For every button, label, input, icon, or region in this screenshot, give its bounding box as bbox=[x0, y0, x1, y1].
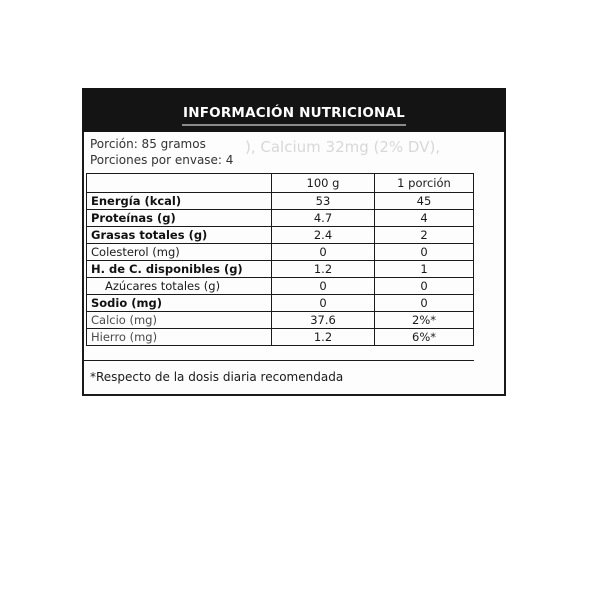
nutrient-name: H. de C. disponibles (g) bbox=[87, 261, 272, 278]
portion-size: Porción: 85 gramos bbox=[90, 137, 206, 151]
nutrient-name: Azúcares totales (g) bbox=[87, 278, 272, 295]
nutrient-name: Proteínas (g) bbox=[87, 210, 272, 227]
value-per-portion: 0 bbox=[375, 295, 474, 312]
value-per-portion: 2%* bbox=[375, 312, 474, 329]
background-bleed-text: ), Calcium 32mg (2% DV), bbox=[245, 138, 441, 156]
nutrient-name: Sodio (mg) bbox=[87, 295, 272, 312]
value-per-portion: 45 bbox=[375, 193, 474, 210]
table-row bbox=[87, 295, 474, 312]
value-per-portion: 4 bbox=[375, 210, 474, 227]
nutrition-title: INFORMACIÓN NUTRICIONAL bbox=[183, 105, 405, 121]
table-row bbox=[87, 193, 474, 210]
value-per-portion: 1 bbox=[375, 261, 474, 278]
table-row bbox=[87, 312, 474, 329]
table-row bbox=[87, 329, 474, 346]
value-per-100g: 0 bbox=[272, 295, 375, 312]
nutrition-header bbox=[82, 88, 506, 132]
table-row bbox=[87, 278, 474, 295]
nutrient-name: Colesterol (mg) bbox=[87, 244, 272, 261]
table-row bbox=[87, 244, 474, 261]
header-nutrient bbox=[87, 174, 272, 193]
table-row bbox=[87, 210, 474, 227]
footnote-divider bbox=[82, 360, 474, 361]
header-per-100g: 100 g bbox=[272, 174, 375, 193]
table-row bbox=[87, 227, 474, 244]
value-per-portion: 6%* bbox=[375, 329, 474, 346]
title-underline bbox=[182, 124, 406, 126]
value-per-100g: 1.2 bbox=[272, 329, 375, 346]
footnote: *Respecto de la dosis diaria recomendada bbox=[90, 370, 344, 384]
nutrient-name: Calcio (mg) bbox=[87, 312, 272, 329]
value-per-portion: 2 bbox=[375, 227, 474, 244]
value-per-100g: 4.7 bbox=[272, 210, 375, 227]
nutrient-name: Grasas totales (g) bbox=[87, 227, 272, 244]
value-per-100g: 1.2 bbox=[272, 261, 375, 278]
value-per-100g: 0 bbox=[272, 244, 375, 261]
value-per-portion: 0 bbox=[375, 244, 474, 261]
value-per-100g: 2.4 bbox=[272, 227, 375, 244]
value-per-100g: 0 bbox=[272, 278, 375, 295]
value-per-100g: 37.6 bbox=[272, 312, 375, 329]
nutrient-name: Hierro (mg) bbox=[87, 329, 272, 346]
header-per-portion: 1 porción bbox=[375, 174, 474, 193]
value-per-100g: 53 bbox=[272, 193, 375, 210]
value-per-portion: 0 bbox=[375, 278, 474, 295]
table-header-row bbox=[87, 174, 474, 193]
nutrient-name: Energía (kcal) bbox=[87, 193, 272, 210]
table-row bbox=[87, 261, 474, 278]
portions-per-package: Porciones por envase: 4 bbox=[90, 153, 234, 167]
nutrition-table bbox=[86, 173, 474, 346]
